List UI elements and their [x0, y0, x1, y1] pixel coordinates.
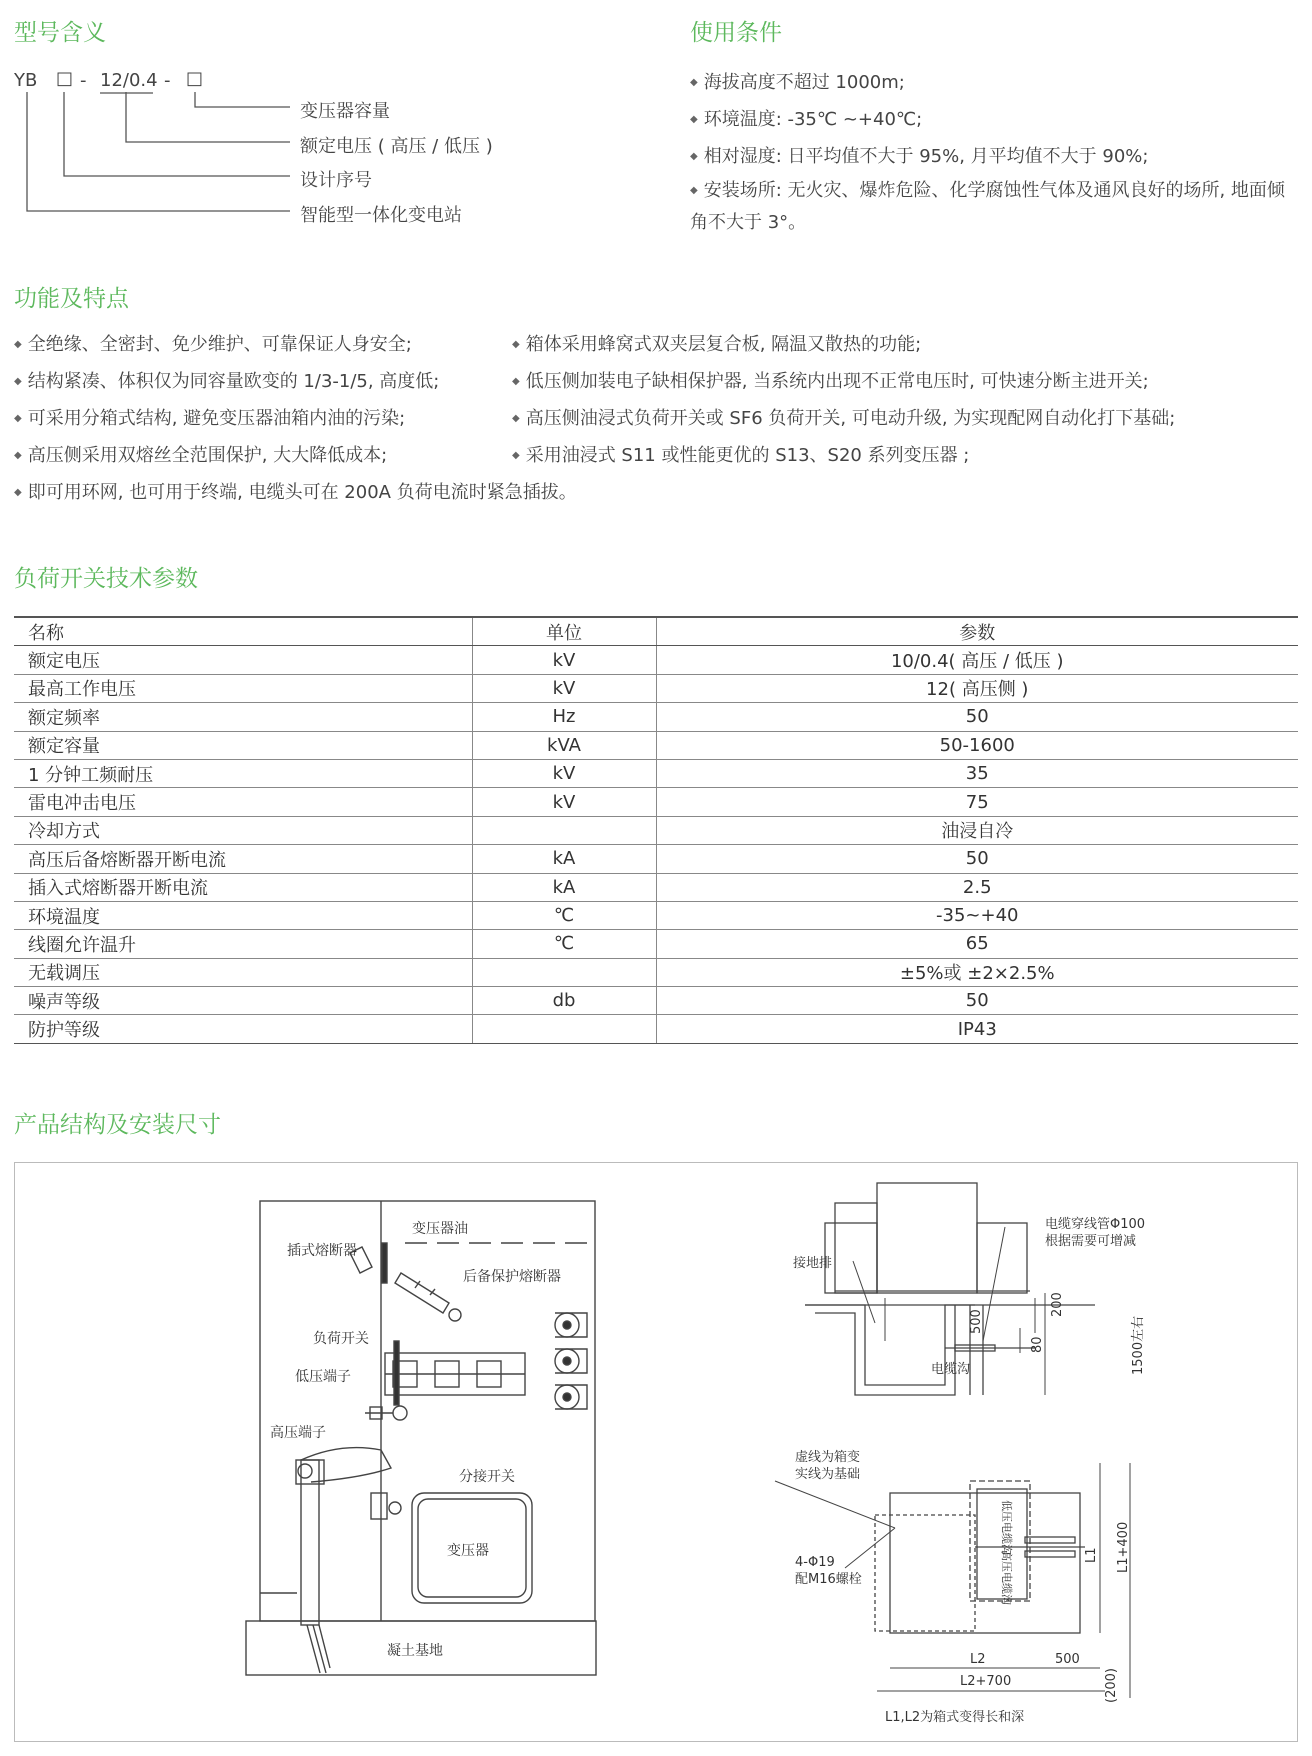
label-conduit: 电缆穿线管Φ100: [1045, 1217, 1146, 1232]
param-value: IP43: [656, 1015, 1298, 1043]
param-unit: Hz: [472, 703, 656, 731]
condition-item: ◆ 相对湿度: 日平均值不大于 95%, 月平均值不大于 90%;: [690, 142, 1148, 168]
label-foundation: 凝土基地: [387, 1643, 443, 1659]
section-title-conditions: 使用条件: [690, 20, 782, 46]
feature-item: ◆ 结构紧凑、体积仅为同容量欧变的 1/3-1/5, 高度低;: [14, 367, 439, 393]
param-value: 50: [656, 845, 1298, 873]
model-label-voltage: 额定电压 ( 高压 / 低压 ): [300, 136, 493, 157]
param-unit: kA: [472, 873, 656, 901]
feature-item: ◆ 高压侧采用双熔丝全范围保护, 大大降低成本;: [14, 441, 387, 467]
label-transformer: 变压器: [447, 1543, 489, 1559]
dim-l2-plus: L2+700: [960, 1674, 1012, 1689]
table-row: [14, 646, 1298, 674]
param-name: 噪声等级: [14, 987, 472, 1015]
label-solid-note: 实线为基础: [795, 1467, 861, 1482]
param-name: 插入式熔断器开断电流: [14, 873, 472, 901]
param-unit: kV: [472, 646, 656, 674]
param-value: -35~+40: [656, 901, 1298, 929]
label-tap-switch: 分接开关: [459, 1469, 515, 1485]
table-row: [14, 845, 1298, 873]
dim-500b: 500: [1055, 1652, 1080, 1667]
param-unit: kV: [472, 674, 656, 702]
param-value: 2.5: [656, 873, 1298, 901]
condition-item: ◆ 环境温度: -35℃ ~+40℃;: [690, 105, 922, 131]
param-unit: db: [472, 987, 656, 1015]
table-row: [14, 1015, 1298, 1043]
param-value: 10/0.4( 高压 / 低压 ): [656, 646, 1298, 674]
feature-item: ◆ 低压侧加装电子缺相保护器, 当系统内出现不正常电压时, 可快速分断主进开关;: [512, 367, 1149, 393]
table-row: [14, 873, 1298, 901]
condition-item: ◆ 海拔高度不超过 1000m;: [690, 68, 905, 94]
table-row: [14, 958, 1298, 986]
label-hv-trench: 高压电缆沟: [1000, 1550, 1013, 1605]
model-box-1: □: [56, 68, 74, 89]
label-hv-terminal: 高压端子: [270, 1425, 326, 1441]
model-label-capacity: 变压器容量: [300, 101, 390, 122]
table-row: [14, 703, 1298, 731]
label-trench: 电缆沟: [931, 1362, 971, 1377]
dim-l1: L1: [1084, 1547, 1099, 1563]
param-unit: kA: [472, 845, 656, 873]
param-value: ±5%或 ±2×2.5%: [656, 958, 1298, 986]
condition-item: ◆ 安装场所: 无火灾、爆炸危险、化学腐蚀性气体及通风良好的场所, 地面倾角不大于 3°。: [690, 176, 1300, 237]
label-ground-bar: 接地排: [793, 1256, 833, 1271]
section-title-params: 负荷开关技术参数: [14, 566, 198, 592]
structure-frame: [14, 1162, 1298, 1742]
param-value: 12( 高压侧 ): [656, 674, 1298, 702]
table-row: [14, 788, 1298, 816]
dim-l2: L2: [970, 1652, 986, 1667]
header-name: 名称: [14, 617, 472, 646]
section-title-structure: 产品结构及安装尺寸: [14, 1112, 221, 1138]
label-bolt-2: 配M16螺栓: [795, 1572, 862, 1587]
label-backup-fuse: 后备保护熔断器: [463, 1269, 561, 1285]
header-unit: 单位: [472, 617, 656, 646]
model-code-leader-lines: [0, 0, 320, 230]
table-header-row: [14, 617, 1298, 646]
param-value: 50: [656, 987, 1298, 1015]
param-value: 65: [656, 930, 1298, 958]
dim-l1-plus: L1+400: [1116, 1521, 1131, 1573]
param-name: 线圈允许温升: [14, 930, 472, 958]
param-name: 防护等级: [14, 1015, 472, 1043]
header-value: 参数: [656, 617, 1298, 646]
param-name: 额定电压: [14, 646, 472, 674]
param-name: 环境温度: [14, 901, 472, 929]
feature-item: ◆ 箱体采用蜂窝式双夹层复合板, 隔温又散热的功能;: [512, 330, 921, 356]
param-unit: ℃: [472, 901, 656, 929]
param-name: 额定频率: [14, 703, 472, 731]
structure-diagrams: [15, 1163, 1299, 1743]
table-row: [14, 901, 1298, 929]
label-footnote: L1,L2为箱式变得长和深: [885, 1710, 1025, 1725]
feature-item: ◆ 采用油浸式 S11 或性能更优的 S13、S20 系列变压器 ;: [512, 441, 969, 467]
param-name: 冷却方式: [14, 816, 472, 844]
param-unit: ℃: [472, 930, 656, 958]
model-dash-1: -: [80, 70, 87, 91]
dim-200b: (200): [1104, 1668, 1119, 1703]
dim-1500: 1500左右: [1131, 1315, 1146, 1375]
param-value: 油浸自冷: [656, 816, 1298, 844]
param-unit: [472, 1015, 656, 1043]
table-row: [14, 759, 1298, 787]
param-value: 50-1600: [656, 731, 1298, 759]
table-row: [14, 816, 1298, 844]
params-table: [14, 616, 1298, 1044]
label-lv-terminal: 低压端子: [295, 1369, 351, 1385]
model-voltage: 12/0.4: [100, 70, 158, 91]
table-row: [14, 987, 1298, 1015]
model-dash-2: -: [164, 70, 171, 91]
label-conduit-note: 根据需要可增减: [1045, 1234, 1137, 1249]
param-value: 35: [656, 759, 1298, 787]
dim-500: 500: [969, 1309, 984, 1334]
feature-item: ◆ 即可用环网, 也可用于终端, 电缆头可在 200A 负荷电流时紧急插拔。: [14, 478, 577, 504]
param-name: 额定容量: [14, 731, 472, 759]
param-unit: kV: [472, 788, 656, 816]
section-title-features: 功能及特点: [14, 286, 129, 312]
label-dashed-note: 虚线为箱变: [795, 1450, 861, 1465]
section-title-model: 型号含义: [14, 20, 106, 46]
param-unit: [472, 958, 656, 986]
param-name: 最高工作电压: [14, 674, 472, 702]
model-label-type: 智能型一体化变电站: [300, 205, 462, 226]
model-box-2: □: [186, 68, 204, 89]
param-name: 高压后备熔断器开断电流: [14, 845, 472, 873]
dim-80: 80: [1030, 1336, 1045, 1353]
param-value: 75: [656, 788, 1298, 816]
param-unit: kVA: [472, 731, 656, 759]
label-load-switch: 负荷开关: [313, 1331, 369, 1347]
model-prefix: YB: [14, 70, 38, 91]
table-row: [14, 674, 1298, 702]
dim-200: 200: [1050, 1292, 1065, 1317]
table-row: [14, 930, 1298, 958]
feature-item: ◆ 全绝缘、全密封、免少维护、可靠保证人身安全;: [14, 330, 412, 356]
param-unit: kV: [472, 759, 656, 787]
label-oil: 变压器油: [412, 1221, 468, 1237]
feature-item: ◆ 高压侧油浸式负荷开关或 SF6 负荷开关, 可电动升级, 为实现配网自动化打下基础;: [512, 404, 1175, 430]
table-row: [14, 731, 1298, 759]
param-value: 50: [656, 703, 1298, 731]
label-lv-trench: 低压电缆沟: [1000, 1500, 1013, 1555]
param-name: 1 分钟工频耐压: [14, 759, 472, 787]
label-plug-fuse: 插式熔断器: [287, 1243, 357, 1259]
model-label-serial: 设计序号: [300, 170, 372, 191]
param-name: 无载调压: [14, 958, 472, 986]
param-name: 雷电冲击电压: [14, 788, 472, 816]
feature-item: ◆ 可采用分箱式结构, 避免变压器油箱内油的污染;: [14, 404, 405, 430]
param-unit: [472, 816, 656, 844]
label-bolt-1: 4-Φ19: [795, 1555, 835, 1570]
